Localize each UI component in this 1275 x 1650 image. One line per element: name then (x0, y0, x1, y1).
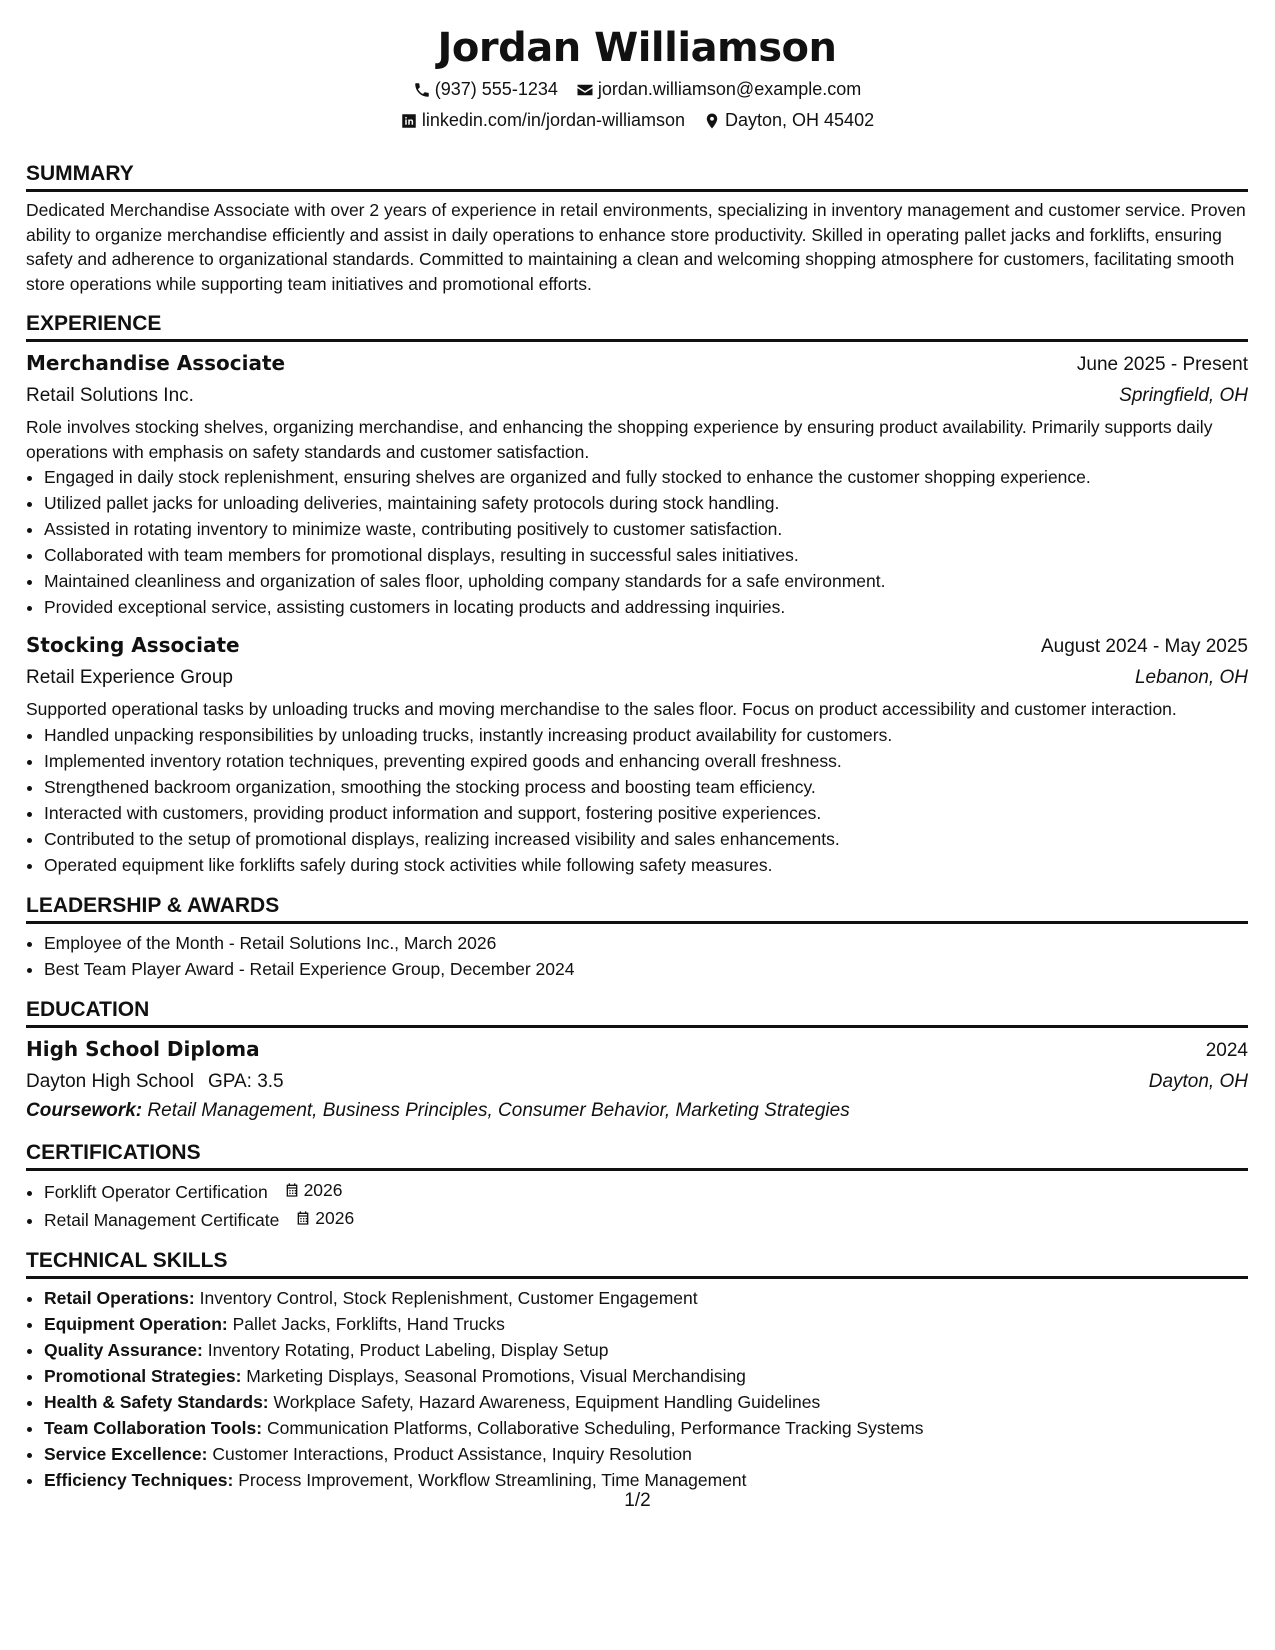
coursework-text: Retail Management, Business Principles, Consumer Behavior, Marketing Strategies (147, 1099, 850, 1121)
job-bullets (26, 722, 1248, 878)
list-item: • Provided exceptional service, assisting customers in locating products and addressing inquiries. (44, 594, 1248, 620)
calendar-icon (294, 1209, 312, 1227)
list-item: • Maintained cleanliness and organization of sales floor, upholding company standards for a safe environment. (44, 568, 1248, 594)
envelope-icon (576, 81, 594, 99)
list-item (44, 1337, 1248, 1363)
skill-value: Inventory Rotating, Product Labeling, Display Setup (207, 1339, 609, 1360)
list-item: • Employee of the Month - Retail Solutions Inc., March 2026 (44, 930, 1248, 956)
certifications-title: CERTIFICATIONS (26, 1139, 1248, 1171)
gpa-text: GPA: 3.5 (207, 1070, 284, 1092)
skill-value: Process Improvement, Workflow Streamlining, Time Management (238, 1469, 747, 1490)
skill-value: Marketing Displays, Seasonal Promotions, Visual Merchandising (246, 1365, 746, 1386)
list-item: • Contributed to the setup of promotional displays, realizing increased visibility and sales enhancements. (44, 826, 1248, 852)
job-dates: August 2024 - May 2025 (1040, 636, 1248, 657)
cert-date (294, 1205, 354, 1231)
summary-section (26, 160, 1248, 296)
job-location: Lebanon, OH (1134, 667, 1248, 688)
awards-list (26, 930, 1248, 982)
email-contact[interactable] (576, 74, 861, 105)
job-title: Stocking Associate (26, 633, 240, 657)
education-title: EDUCATION (26, 996, 1248, 1028)
job-location: Springfield, OH (1119, 385, 1248, 406)
phone-icon (413, 81, 431, 99)
summary-title: SUMMARY (26, 160, 1248, 192)
coursework (26, 1097, 1248, 1125)
skill-label: Promotional Strategies: (44, 1365, 242, 1386)
phone-contact (413, 74, 558, 105)
list-item: • Best Team Player Award - Retail Experience Group, December 2024 (44, 956, 1248, 982)
skills-title: TECHNICAL SKILLS (26, 1247, 1248, 1279)
resume-header (26, 0, 1248, 136)
education-section (26, 996, 1248, 1125)
job-title: Merchandise Associate (26, 351, 286, 375)
certifications-list (26, 1177, 1248, 1233)
skill-label: Efficiency Techniques: (44, 1469, 234, 1490)
cert-name: Retail Management Certificate (44, 1209, 280, 1230)
skill-label: Equipment Operation: (44, 1313, 228, 1334)
list-item (44, 1311, 1248, 1337)
list-item: • Implemented inventory rotation techniques, preventing expired goods and enhancing overall freshness. (44, 748, 1248, 774)
summary-text: Dedicated Merchandise Associate with over 2 years of experience in retail environments, specializing in inventory management and customer service. Proven ability to organize merchandise efficiently and assist in daily operations to enhance store productivity. Skilled in operating pallet jacks and forklifts, ensuring safety and adherence to organizational standards. Committed to maintaining a clean and welcoming shopping atmosphere for customers, facilitating smooth store operations while supporting team initiatives and promotional efforts. (26, 200, 1246, 294)
skill-label: Retail Operations: (44, 1287, 195, 1308)
cert-year: 2026 (303, 1179, 343, 1200)
job-company: Retail Experience Group (26, 667, 233, 688)
job-description: Role involves stocking shelves, organizing merchandise, and enhancing the shopping experience by ensuring product availability. Primarily supports daily operations with emphasis on safety standards and customer satisfaction. (26, 417, 1213, 462)
job-entry (26, 348, 1248, 620)
list-item (44, 1205, 1248, 1233)
awards-title: LEADERSHIP & AWARDS (26, 892, 1248, 924)
list-item: • Engaged in daily stock replenishment, ensuring shelves are organized and fully stocked to enhance the customer shopping experience. (44, 464, 1248, 490)
education-year: 2024 (1205, 1039, 1248, 1061)
list-item (44, 1467, 1248, 1493)
linkedin-icon (400, 112, 418, 130)
list-item: • Handled unpacking responsibilities by unloading trucks, instantly increasing product availability for customers. (44, 722, 1248, 748)
job-entry (26, 630, 1248, 878)
contact-row-1 (26, 74, 1248, 105)
skill-label: Quality Assurance: (44, 1339, 203, 1360)
degree-title: High School Diploma (26, 1036, 260, 1061)
location-text: Dayton, OH 45402 (725, 110, 875, 130)
list-item: • Collaborated with team members for promotional displays, resulting in successful sales initiatives. (44, 542, 1248, 568)
skill-value: Inventory Control, Stock Replenishment, Customer Engagement (199, 1287, 698, 1308)
job-description: Supported operational tasks by unloading trucks and moving merchandise to the sales floor. Focus on product accessibility and customer interaction. (26, 699, 1177, 719)
skill-label: Service Excellence: (44, 1443, 208, 1464)
list-item: • Interacted with customers, providing product information and support, fostering positive experiences. (44, 800, 1248, 826)
skill-value: Communication Platforms, Collaborative Scheduling, Performance Tracking Systems (266, 1417, 924, 1438)
awards-section (26, 892, 1248, 982)
resume-page (26, 0, 1248, 1493)
certifications-section (26, 1139, 1248, 1233)
list-item (44, 1177, 1248, 1205)
school-location: Dayton, OH (1148, 1070, 1248, 1092)
cert-year: 2026 (315, 1207, 355, 1228)
skill-label: Health & Safety Standards: (44, 1391, 269, 1412)
linkedin-link[interactable]: linkedin.com/in/jordan-williamson (421, 110, 685, 130)
school-name: Dayton High School (26, 1070, 194, 1092)
map-pin-icon (703, 112, 721, 130)
experience-section (26, 310, 1248, 878)
list-item (44, 1415, 1248, 1441)
list-item: • Assisted in rotating inventory to minimize waste, contributing positively to customer satisfaction. (44, 516, 1248, 542)
school-info (26, 1066, 284, 1097)
phone-text: (937) 555-1234 (434, 79, 558, 99)
skills-section (26, 1247, 1248, 1493)
page-number: 1/2 (624, 1490, 651, 1511)
job-company: Retail Solutions Inc. (26, 385, 194, 406)
contact-row-2 (26, 105, 1248, 136)
candidate-name: Jordan Williamson (437, 25, 837, 71)
skill-value: Workplace Safety, Hazard Awareness, Equipment Handling Guidelines (273, 1391, 821, 1412)
experience-title: EXPERIENCE (26, 310, 1248, 342)
list-item (44, 1285, 1248, 1311)
cert-name: Forklift Operator Certification (44, 1181, 268, 1202)
email-link[interactable]: jordan.williamson@example.com (597, 79, 862, 99)
linkedin-contact[interactable] (400, 105, 685, 136)
location-contact (703, 105, 874, 136)
list-item (44, 1441, 1248, 1467)
skill-label: Team Collaboration Tools: (44, 1417, 263, 1438)
job-dates: June 2025 - Present (1076, 354, 1248, 375)
list-item (44, 1389, 1248, 1415)
cert-date (283, 1177, 343, 1203)
skill-value: Customer Interactions, Product Assistance, Inquiry Resolution (212, 1443, 692, 1464)
coursework-label: Coursework: (26, 1099, 143, 1121)
list-item: • Strengthened backroom organization, smoothing the stocking process and boosting team efficiency. (44, 774, 1248, 800)
list-item: • Operated equipment like forklifts safely during stock activities while following safety measures. (44, 852, 1248, 878)
list-item: • Utilized pallet jacks for unloading deliveries, maintaining safety protocols during stock handling. (44, 490, 1248, 516)
skills-list (26, 1285, 1248, 1493)
skill-value: Pallet Jacks, Forklifts, Hand Trucks (232, 1313, 505, 1334)
job-bullets (26, 464, 1248, 620)
list-item (44, 1363, 1248, 1389)
calendar-icon (283, 1181, 301, 1199)
